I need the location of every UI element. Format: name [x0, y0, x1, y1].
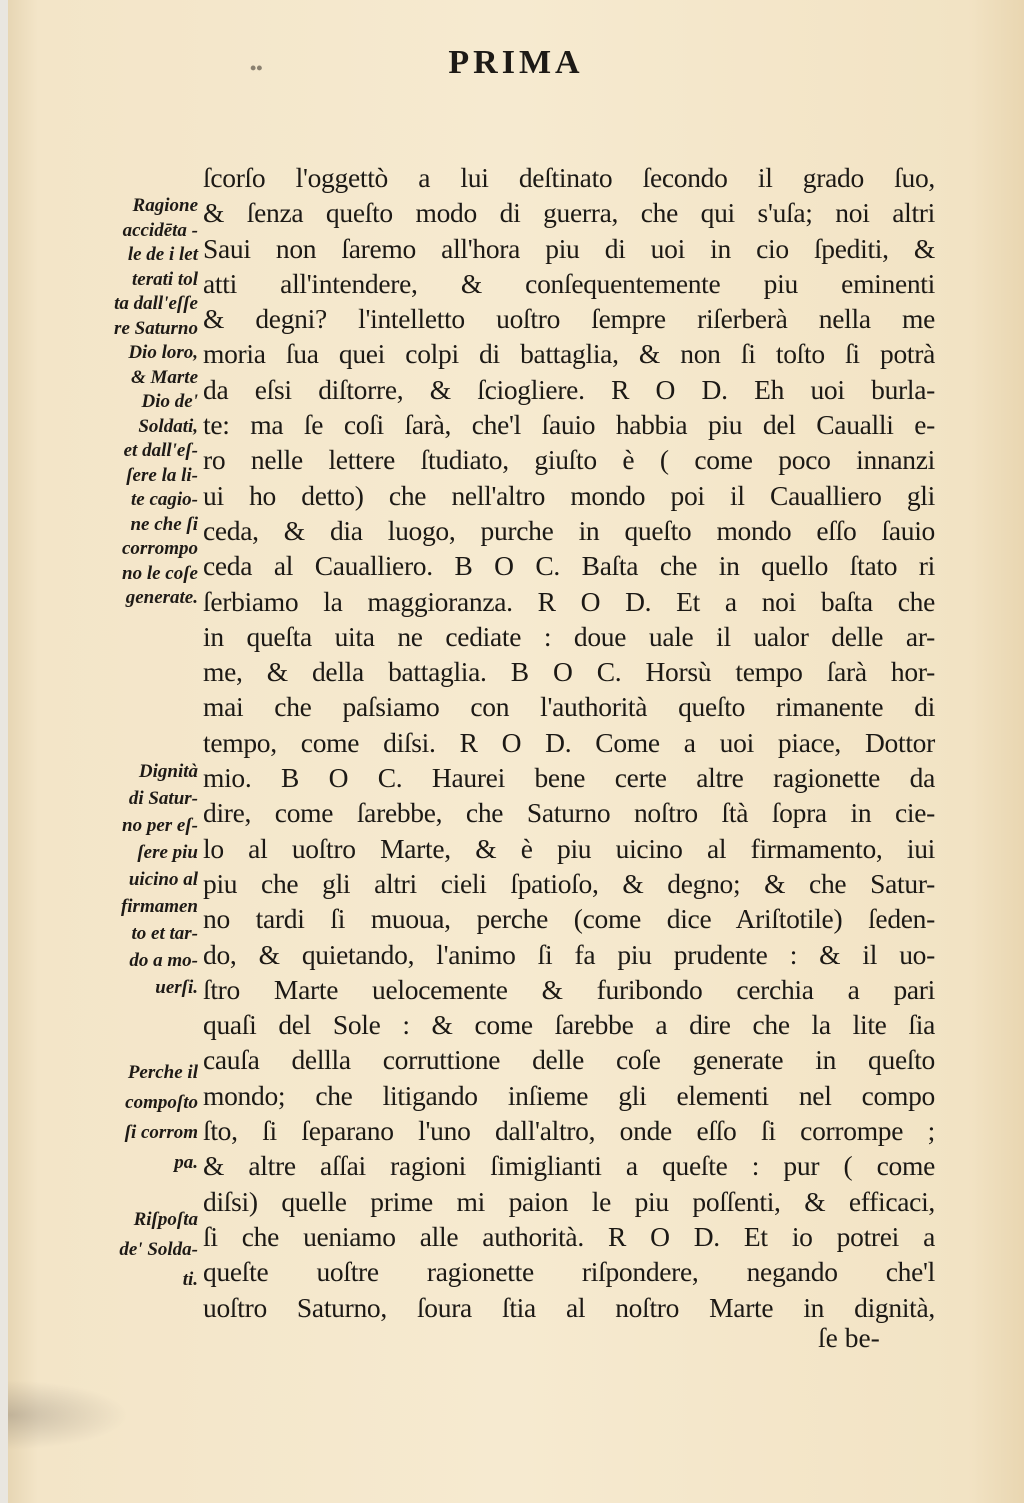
- text-line: piu che gli altri cieli ſpatioſo, & degno; & che Satur-: [203, 867, 935, 899]
- text-line: ceda, & dia luogo, purche in queſto mondo eſſo ſauio: [203, 514, 935, 546]
- text-line: da eſsi diſtorre, & ſciogliere. R O D. Eh uoi burla-: [203, 373, 935, 405]
- margin-note-line: terati tol: [132, 268, 198, 290]
- text-line: cauſa dellla corruttione delle coſe generate in queſto: [203, 1044, 935, 1076]
- margin-note-3: [78, 1058, 198, 1178]
- margin-note-line: firmamen: [120, 896, 198, 917]
- margin-note-line: de' Solda-: [119, 1239, 198, 1260]
- text-line: & ſenza queſto modo di guerra, che qui s'uſa; noi altri: [203, 197, 935, 229]
- text-line: uoſtro Saturno, ſoura ſtia al noſtro Marte in dignità,: [203, 1291, 935, 1323]
- text-line: ro nelle lettere ſtudiato, giuſto è ( come poco innanzi: [203, 444, 935, 476]
- margin-note-line: accidēta -: [122, 219, 198, 241]
- margin-note-line: ne che ſi: [130, 513, 198, 535]
- margin-note-line: te cagio-: [130, 489, 198, 510]
- margin-note-line: le de i let: [127, 244, 198, 265]
- margin-note-line: & Marte: [130, 366, 198, 388]
- margin-note-line: to et tar-: [131, 923, 198, 944]
- margin-note-line: generate.: [125, 587, 198, 608]
- text-line: ſi che ueniamo alle authorità. R O D. Et io potrei a: [203, 1220, 935, 1252]
- margin-note-line: Dio loro,: [128, 342, 198, 363]
- margin-note-line: no le coſe: [122, 562, 198, 584]
- text-line: ſerbiamo la maggioranza. R O D. Et a noi baſta che: [203, 585, 935, 617]
- margin-note-line: do a mo-: [129, 950, 198, 971]
- margin-note-line: et dall'eſ-: [123, 440, 198, 461]
- header-mark: ••: [250, 58, 263, 78]
- text-line: mai che paſsiamo con l'authorità queſto rimanente di: [203, 691, 935, 723]
- margin-note-line: uerſi.: [155, 977, 198, 998]
- text-line: lo al uoſtro Marte, & è piu uicino al firmamento, iui: [203, 832, 935, 864]
- text-line: no tardi ſi muoua, perche (come dice Ariſtotile) ſeden-: [203, 903, 935, 935]
- main-text-block: [203, 160, 935, 1325]
- margin-note-line: no per eſ-: [122, 815, 198, 836]
- text-line: te: ma ſe coſi ſarà, che'l ſauio habbia piu del Caualli e-: [203, 409, 935, 441]
- margin-note-4: [78, 1205, 198, 1295]
- text-line: queſte uoſtre ragionette riſpondere, negando che'l: [203, 1256, 935, 1288]
- margin-note-line: Dio de': [141, 391, 198, 412]
- text-line: ui ho detto) che nell'altro mondo poi il Caualliero gli: [203, 479, 935, 511]
- margin-note-line: ſi corrom: [124, 1122, 198, 1143]
- text-line: diſsi) quelle prime mi paion le piu poſſenti, & efficaci,: [203, 1185, 935, 1217]
- text-line: ſcorſo l'oggettò a lui deſtinato ſecondo il grado ſuo,: [203, 162, 935, 193]
- margin-note-line: Ragione: [132, 195, 198, 216]
- text-line: Saui non ſaremo all'hora piu di uoi in cio ſpediti, &: [203, 232, 935, 264]
- text-line: & altre aſſai ragioni ſimiglianti a queſte : pur ( come: [203, 1150, 935, 1182]
- margin-note-line: di Satur-: [128, 788, 198, 809]
- text-line: mio. B O C. Haurei bene certe altre ragionette da: [203, 762, 935, 794]
- margin-note-line: uicino al: [128, 869, 198, 890]
- margin-note-line: ta dall'eſſe: [114, 293, 198, 314]
- margin-note-line: Riſpoſta: [133, 1209, 198, 1230]
- catchword: ſe be-: [818, 1322, 880, 1353]
- margin-note-line: compoſto: [125, 1092, 198, 1113]
- book-page: [8, 0, 1024, 1503]
- margin-note-line: Soldati,: [138, 415, 198, 437]
- running-title: PRIMA: [448, 44, 584, 81]
- margin-note-line: re Saturno: [114, 317, 198, 339]
- text-line: in queſta uita ne cediate : doue uale il ualor delle ar-: [203, 620, 935, 652]
- margin-note-line: ſere la li-: [126, 464, 198, 486]
- margin-note-2: [78, 758, 198, 1001]
- margin-note-line: Perche il: [127, 1062, 198, 1083]
- margin-note-line: ſere piu: [137, 842, 198, 863]
- margin-note-line: ti.: [182, 1269, 198, 1290]
- text-line: do, & quietando, l'animo ſi fa piu prudente : & il uo-: [203, 938, 935, 970]
- margin-note-1: [78, 194, 198, 611]
- text-line: me, & della battaglia. B O C. Horsù tempo ſarà hor-: [203, 656, 935, 688]
- running-header: [8, 44, 1024, 82]
- text-line: & degni? l'intelletto uoſtro ſempre riſerberà nella me: [203, 303, 935, 335]
- text-line: atti all'intendere, & conſequentemente piu eminenti: [203, 267, 935, 299]
- text-line: tempo, come diſsi. R O D. Come a uoi piace, Dottor: [203, 726, 935, 758]
- text-line: mondo; che litigando inſieme gli elementi nel compo: [203, 1079, 935, 1111]
- margin-note-line: Dignità: [138, 761, 198, 782]
- margin-note-line: pa.: [174, 1152, 198, 1173]
- text-line: ceda al Caualliero. B O C. Baſta che in quello ſtato ri: [203, 550, 935, 582]
- text-line: ſtro Marte uelocemente & furibondo cerchia a pari: [203, 973, 935, 1005]
- text-line: ſto, ſi ſeparano l'uno dall'altro, onde eſſo ſi corrompe ;: [203, 1115, 935, 1147]
- text-line: quaſi del Sole : & come ſarebbe a dire che la lite ſia: [203, 1009, 935, 1041]
- text-line: dire, come ſarebbe, che Saturno noſtro ſtà ſopra in cie-: [203, 797, 935, 829]
- margin-note-line: corrompo: [122, 538, 198, 559]
- text-line: moria ſua quei colpi di battaglia, & non ſi toſto ſi potrà: [203, 338, 935, 370]
